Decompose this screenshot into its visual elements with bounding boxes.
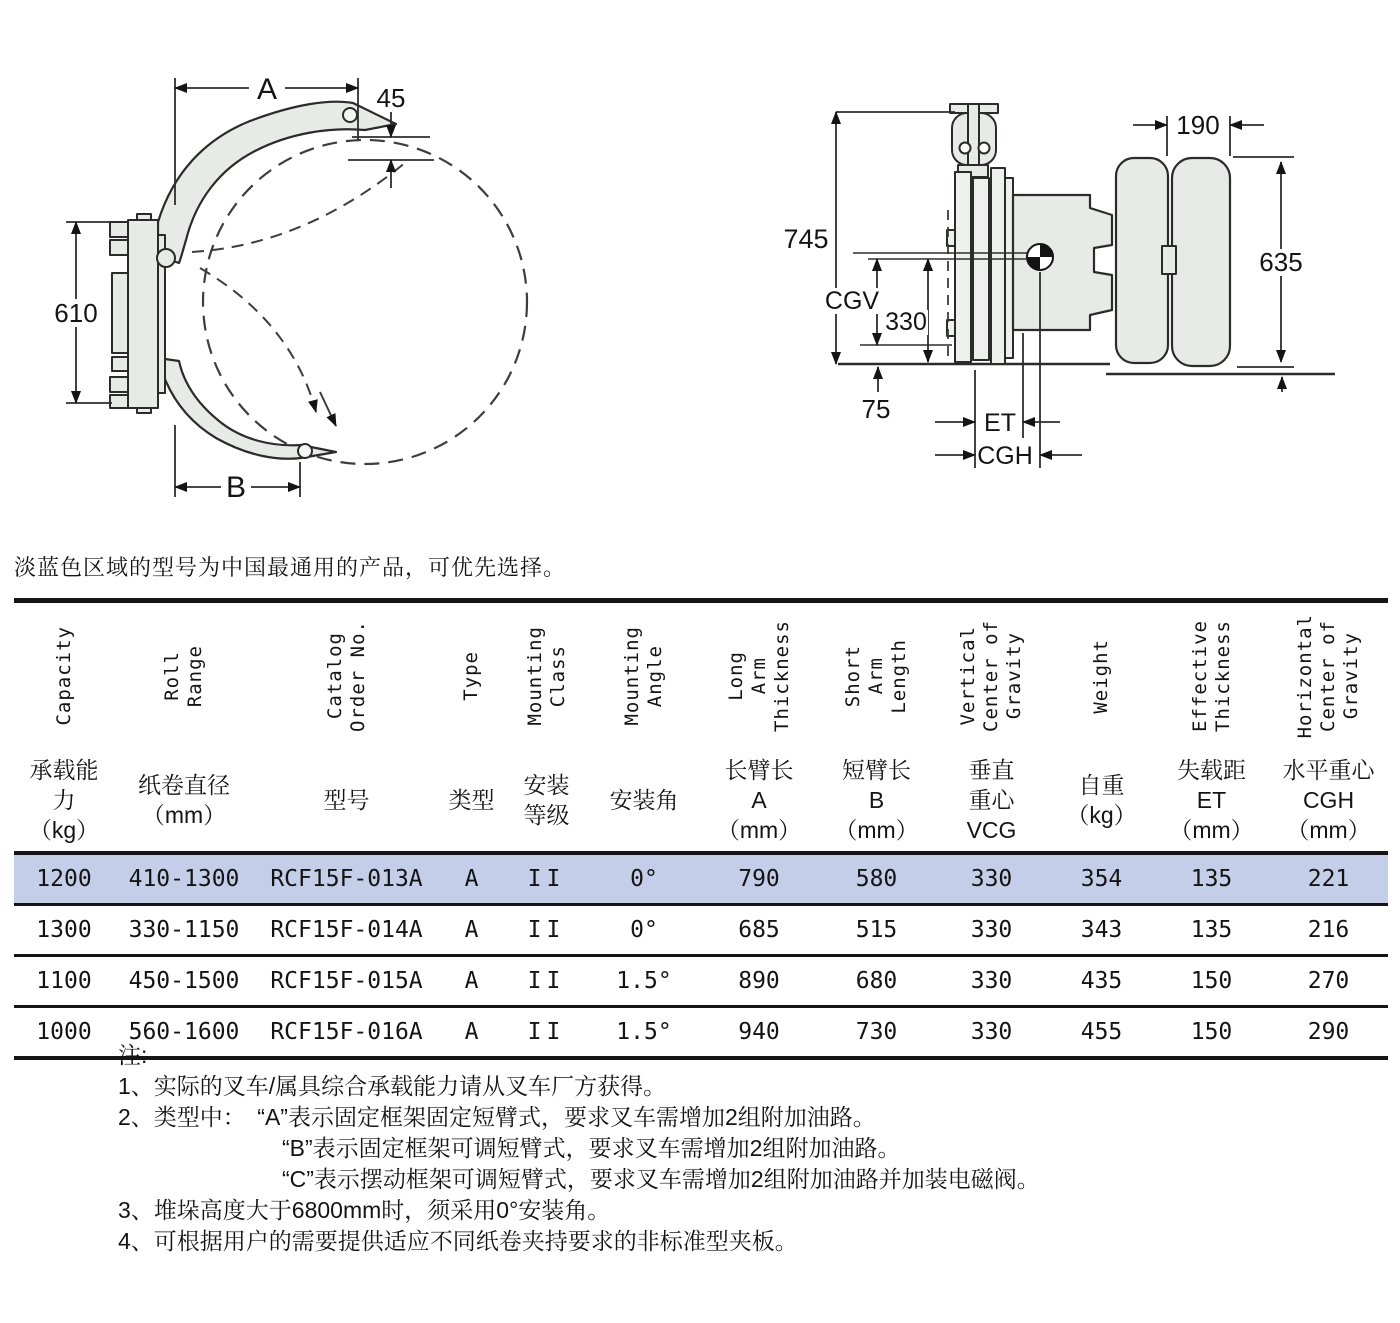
short-arm-pad-pivot bbox=[298, 444, 312, 458]
column-header-en-line: Horizontal bbox=[1294, 613, 1316, 739]
table-cell: 515 bbox=[855, 917, 898, 943]
table-cell: A bbox=[464, 1019, 479, 1045]
table-cell: RCF15F-013A bbox=[270, 866, 423, 892]
dim-label-45: 45 bbox=[376, 83, 406, 113]
swing-indicator-arrow bbox=[320, 392, 336, 426]
table-cell: II bbox=[527, 1019, 566, 1045]
footnote-line: “B”表示固定框架可调短臂式，要求叉车需增加2组附加油路。 bbox=[282, 1135, 901, 1161]
column-header-en-line: Roll bbox=[161, 651, 183, 701]
dim-label-745: 745 bbox=[783, 224, 829, 254]
left-diagram bbox=[49, 73, 527, 504]
table-cell: 680 bbox=[855, 968, 898, 994]
footnote-line: 1、实际的叉车/属具综合承载能力请从叉车厂方获得。 bbox=[118, 1073, 667, 1099]
column-header-zh-line: 力 bbox=[52, 787, 76, 813]
column-header-en bbox=[254, 601, 439, 750]
roll-swing-dashed-arrow bbox=[200, 268, 316, 412]
column-header-zh-line: A bbox=[751, 787, 767, 813]
table-cell: 730 bbox=[855, 1019, 898, 1045]
column-header-en-line: Mounting bbox=[523, 626, 546, 726]
dim-label-b: B bbox=[225, 471, 247, 504]
spec-table-wrap bbox=[14, 598, 1388, 1060]
column-header-zh-line: （mm） bbox=[1169, 817, 1254, 843]
table-cell: II bbox=[527, 866, 566, 892]
table-cell: RCF15F-016A bbox=[270, 1019, 423, 1045]
table-cell: 270 bbox=[1307, 968, 1350, 994]
table-cell: 290 bbox=[1307, 1019, 1350, 1045]
table-cell: A bbox=[464, 968, 479, 994]
spec-table bbox=[14, 598, 1388, 1060]
column-header-en bbox=[504, 601, 589, 750]
column-header-en bbox=[819, 601, 934, 750]
column-header-en-line: Effective bbox=[1188, 620, 1211, 732]
long-arm bbox=[158, 102, 396, 263]
slab-connector bbox=[1162, 246, 1176, 274]
column-header-zh-line: 重心 bbox=[968, 787, 1015, 813]
column-header-zh-line: 型号 bbox=[323, 787, 370, 813]
table-cell: A bbox=[464, 917, 479, 943]
table-cell: 1300 bbox=[36, 917, 92, 943]
dim-label-610: 610 bbox=[54, 298, 98, 328]
column-header-en-line: Thickness bbox=[770, 620, 793, 732]
footnote-line: 4、可根据用户的需要提供适应不同纸卷夹持要求的非标准型夹板。 bbox=[118, 1228, 798, 1254]
paper-roll-dashed-circle bbox=[203, 140, 527, 464]
column-header-zh bbox=[699, 749, 819, 853]
column-header-zh-line: （kg） bbox=[28, 817, 100, 843]
table-cell: 135 bbox=[1190, 866, 1233, 892]
table-cell: 790 bbox=[738, 866, 780, 892]
long-arm-pad-pivot bbox=[343, 108, 357, 122]
column-header-en-line: Range bbox=[184, 644, 206, 708]
column-header-en-line: Long bbox=[724, 651, 747, 701]
table-cell: 330 bbox=[970, 968, 1013, 994]
mast-plates bbox=[947, 168, 1013, 364]
column-header-zh bbox=[504, 749, 589, 853]
intro-note: 淡蓝色区域的型号为中国最通用的产品，可优先选择。 bbox=[14, 555, 567, 580]
column-header-zh bbox=[1269, 749, 1388, 853]
column-header-zh-line: VCG bbox=[966, 817, 1017, 843]
dim-label-190: 190 bbox=[1176, 110, 1220, 140]
column-header-zh-line: （kg） bbox=[1066, 802, 1137, 828]
table-cell: 216 bbox=[1307, 917, 1350, 943]
column-header-zh-line: 长臂长 bbox=[724, 757, 794, 783]
column-header-en-line: Length bbox=[888, 638, 910, 714]
dim-label-cgv: CGV bbox=[824, 287, 880, 315]
table-cell: 410-1300 bbox=[128, 866, 240, 892]
column-header-zh-line: 安装 bbox=[523, 772, 570, 798]
table-cell: RCF15F-014A bbox=[270, 917, 423, 943]
arm-base-pivot bbox=[157, 249, 175, 267]
dim-label-75: 75 bbox=[861, 394, 891, 424]
table-cell: 354 bbox=[1080, 866, 1123, 892]
table-row bbox=[14, 956, 1388, 1007]
column-header-zh-line: ET bbox=[1196, 787, 1227, 813]
column-header-zh-line: （mm） bbox=[1286, 817, 1371, 843]
table-cell: 455 bbox=[1080, 1019, 1123, 1045]
footnote-line: “C”表示摆动框架可调短臂式，要求叉车需增加2组附加油路并加装电磁阀。 bbox=[282, 1166, 1040, 1192]
table-cell: RCF15F-015A bbox=[270, 968, 423, 994]
table-cell: II bbox=[527, 968, 566, 994]
table-cell: 450-1500 bbox=[128, 968, 240, 994]
column-header-zh-line: 垂直 bbox=[968, 757, 1015, 783]
column-header-en-line: Arm bbox=[865, 657, 887, 695]
dim-label-635: 635 bbox=[1259, 247, 1303, 277]
table-cell: 330 bbox=[970, 917, 1013, 943]
column-header-zh-line: 类型 bbox=[448, 787, 495, 813]
column-header-zh bbox=[439, 749, 504, 853]
dim-label-330: 330 bbox=[885, 308, 927, 336]
column-header-zh bbox=[1154, 749, 1269, 853]
column-header-zh-line: 承载能 bbox=[29, 757, 99, 783]
footnote-line: 2、类型中： “A”表示固定框架固定短臂式，要求叉车需增加2组附加油路。 bbox=[118, 1104, 876, 1130]
column-header-en-line: Center of bbox=[1317, 620, 1339, 732]
table-cell: 1.5° bbox=[616, 968, 672, 994]
column-header-en-line: Center of bbox=[980, 620, 1002, 732]
column-header-zh-line: B bbox=[868, 787, 885, 813]
column-header-zh-line: 失载距 bbox=[1177, 757, 1246, 783]
column-header-en bbox=[699, 601, 819, 750]
column-header-zh-line: 水平重心 bbox=[1282, 757, 1375, 783]
column-header-zh-line: （mm） bbox=[141, 802, 227, 828]
column-header-zh bbox=[254, 749, 439, 853]
column-header-en-line: Gravity bbox=[1340, 632, 1362, 720]
table-cell: 1100 bbox=[36, 968, 92, 994]
column-header-en-line: Vertical bbox=[957, 626, 979, 726]
table-cell: 435 bbox=[1080, 968, 1123, 994]
column-header-en-line: Thickness bbox=[1211, 620, 1234, 732]
column-header-en-line: Class bbox=[546, 644, 569, 708]
table-cell: 0° bbox=[630, 866, 658, 892]
column-header-en-line: Angle bbox=[644, 644, 666, 708]
table-cell: 135 bbox=[1190, 917, 1233, 943]
table-cell: 150 bbox=[1190, 1019, 1233, 1045]
column-header-zh bbox=[14, 749, 114, 853]
column-header-zh-line: （mm） bbox=[834, 817, 919, 843]
column-header-en bbox=[1269, 601, 1388, 750]
column-header-en-line: Mounting bbox=[621, 626, 643, 726]
table-cell: 1000 bbox=[36, 1019, 92, 1045]
table-cell: 0° bbox=[630, 917, 658, 943]
column-header-en bbox=[14, 601, 114, 750]
table-cell: 330 bbox=[970, 866, 1013, 892]
table-cell: 330-1150 bbox=[128, 917, 240, 943]
left-slab bbox=[1116, 158, 1168, 363]
table-cell: 1200 bbox=[36, 866, 92, 892]
table-cell: 890 bbox=[738, 968, 780, 994]
column-header-zh-line: 等级 bbox=[523, 802, 570, 828]
column-header-en-line: Catalog bbox=[323, 632, 346, 720]
footnote-title: 注: bbox=[118, 1042, 148, 1068]
column-header-zh bbox=[589, 749, 699, 853]
column-header-en bbox=[934, 601, 1049, 750]
table-cell: 580 bbox=[855, 866, 898, 892]
table-cell: 330 bbox=[970, 1019, 1013, 1045]
column-header-zh-line: （mm） bbox=[716, 817, 802, 843]
dim-label-et: ET bbox=[984, 409, 1016, 437]
short-arm bbox=[158, 358, 336, 459]
column-header-zh-line: 安装角 bbox=[609, 787, 679, 813]
column-header-en-line: Arm bbox=[747, 657, 770, 695]
column-header-en-line: Capacity bbox=[52, 626, 75, 726]
column-header-en-line: Weight bbox=[1090, 638, 1112, 714]
column-header-en bbox=[1154, 601, 1269, 750]
column-header-zh bbox=[1049, 749, 1154, 853]
right-diagram bbox=[783, 104, 1335, 470]
spec-table-head bbox=[14, 601, 1388, 854]
column-header-en-line: Order No. bbox=[346, 620, 369, 732]
table-cell: 940 bbox=[738, 1019, 780, 1045]
column-header-zh-line: CGH bbox=[1302, 787, 1355, 813]
technical-diagrams bbox=[0, 0, 1400, 545]
dim-label-cgh: CGH bbox=[977, 442, 1033, 470]
column-header-en bbox=[1049, 601, 1154, 750]
table-row bbox=[14, 905, 1388, 956]
column-header-zh bbox=[819, 749, 934, 853]
spec-table-body bbox=[14, 853, 1388, 1058]
column-header-en bbox=[114, 601, 254, 750]
table-cell: 685 bbox=[738, 917, 780, 943]
table-cell: II bbox=[527, 917, 566, 943]
column-header-zh-line: 短臂长 bbox=[842, 757, 911, 783]
table-cell: 560-1600 bbox=[128, 1019, 240, 1045]
column-header-zh-line: 自重 bbox=[1078, 772, 1125, 798]
table-cell: 150 bbox=[1190, 968, 1233, 994]
table-cell: A bbox=[464, 866, 479, 892]
mounting-plate bbox=[110, 214, 165, 413]
footnote-line: 3、堆垛高度大于6800mm时，须采用0°安装角。 bbox=[118, 1197, 611, 1223]
table-row bbox=[14, 853, 1388, 905]
center-of-gravity-icon bbox=[1027, 244, 1053, 270]
dim-label-a: A bbox=[256, 73, 278, 106]
column-header-zh bbox=[114, 749, 254, 853]
footnotes bbox=[118, 1040, 1040, 1257]
table-cell: 343 bbox=[1080, 917, 1123, 943]
column-header-en bbox=[439, 601, 504, 750]
column-header-en bbox=[589, 601, 699, 750]
right-slab bbox=[1172, 158, 1230, 366]
table-cell: 1.5° bbox=[616, 1019, 672, 1045]
column-header-zh-line: 纸卷直径 bbox=[138, 772, 230, 798]
column-header-en-line: Short bbox=[842, 644, 864, 708]
column-header-en-line: Gravity bbox=[1003, 632, 1025, 720]
column-header-en-line: Type bbox=[460, 651, 482, 701]
column-header-zh bbox=[934, 749, 1049, 853]
roll-open-position-dashed bbox=[192, 162, 406, 252]
table-cell: 221 bbox=[1307, 866, 1350, 892]
